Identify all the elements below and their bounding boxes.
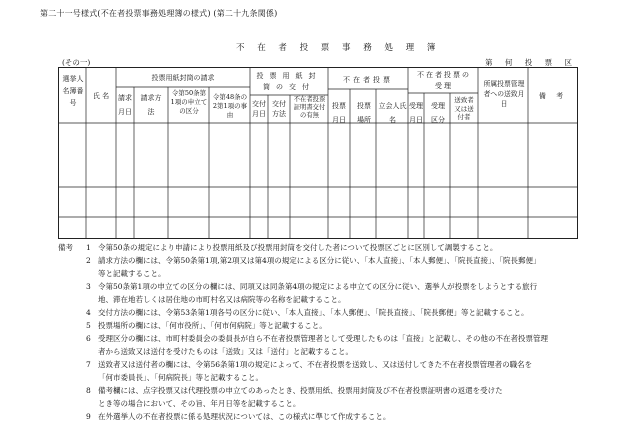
col-receipt-date: 受理月日 xyxy=(409,102,423,124)
col-delivery-method: 交付方法 xyxy=(272,100,286,118)
col-request-date: 請求月日 xyxy=(118,94,132,116)
document-title: 不 在 者 投 票 事 務 処 理 簿 xyxy=(236,43,441,53)
note-number: 1 xyxy=(86,243,91,252)
note-number: 7 xyxy=(86,360,91,369)
col-vote-place: 投票場所 xyxy=(357,102,371,124)
col-certificate-issued: 不在者投票証明書交付の有無 xyxy=(293,96,326,119)
group-ballot-request: 投票用紙封筒の請求 xyxy=(151,74,215,82)
col-request-method: 請求方法 xyxy=(140,94,162,116)
note-text: 請求方法の欄には、令第50条第1項,第2項又は第4項の規定による区分に従い、「本人直接」、「本人郵便」、「院長直接」、「院長郵便」 xyxy=(98,256,541,265)
note-text: 交付方法の欄には、令第53条第1項各号の区分に従い、「本人直接」、「本人郵便」、「院長直接」、「院長郵便」等と記載すること。 xyxy=(98,308,529,317)
note-number: 9 xyxy=(86,412,91,421)
col-name: 氏 名 xyxy=(92,92,110,100)
note-text: 在外選挙人の不在者投票に係る処理状況については、この様式に準じて作成すること。 xyxy=(98,412,391,421)
note-text: 備考欄には、点字投票又は代理投票の申立てのあったとき、投票用紙、投票用封筒及び不在者投票証明書の返還を受けた xyxy=(98,386,503,395)
note-number: 6 xyxy=(86,334,91,343)
note-text: 投票場所の欄には、「何市役所」、「何市何病院」等と記載すること。 xyxy=(98,321,327,330)
note-number: 5 xyxy=(86,321,91,330)
form-title: 第二十一号様式(不在者投票事務処理簿の様式) (第二十九条関係) xyxy=(40,9,278,18)
district-label: 第 何 投 票 区 xyxy=(485,58,578,67)
col-remarks: 備 考 xyxy=(538,92,568,100)
record-table xyxy=(58,67,578,239)
note-text: 令第50条の規定により申請により投票用紙及び投票用封筒を交付した者について投票区ごとに区別して調製すること。 xyxy=(98,243,498,252)
note-text-continued: 「何市委員長」、「何病院長」等と記載すること。 xyxy=(98,373,263,382)
note-number: 8 xyxy=(86,386,91,395)
note-number: 3 xyxy=(86,282,91,291)
note-text: 受理区分の欄には、市町村委員会の委員長が自ら不在者投票管理者として受理したものは「直接」と記載し、その他の不在者投票管理 xyxy=(98,334,548,343)
note-text-continued: 等と記載すること。 xyxy=(98,269,166,278)
part-label: (その一) xyxy=(62,58,91,67)
note-number: 4 xyxy=(86,308,91,317)
col-send-date: 所属投票管理者への送致月日 xyxy=(483,80,525,108)
note-text: 送致者又は送付者の欄には、令第56条第1項の規定によって、不在者投票を送致し、又は送付してきた不在者投票管理者の職名を xyxy=(98,360,533,369)
group-absentee-vote: 不在者投票 xyxy=(343,76,393,84)
col-art48-reason: 令第48条の2第1項の事由 xyxy=(212,93,248,119)
note-text-continued: 地、滞在地若しくは居住地の市町村名又は病院等の名称を記載すること。 xyxy=(98,295,346,304)
note-number: 2 xyxy=(86,256,91,265)
col-art50-category: 令第50条第1項の申立ての区分 xyxy=(170,89,208,115)
note-text-continued: 者から送致又は送付を受けたものは「送致」又は「送付」と記載すること。 xyxy=(98,347,353,356)
col-witness-name: 立会人氏名 xyxy=(378,102,407,124)
note-text-continued: とき等の場合において、その旨、年月日等を記載すること。 xyxy=(98,399,301,408)
col-vote-date: 投票月日 xyxy=(332,102,346,124)
notes-lead: 備考 xyxy=(58,243,73,252)
group-vote-receipt: 不在者投票の受理 xyxy=(417,71,471,90)
col-delivery-date: 交付月日 xyxy=(252,100,266,118)
group-ballot-delivery: 投票用紙封筒の交付 xyxy=(256,72,322,91)
col-voter-number: 選挙人名簿番号 xyxy=(62,75,84,107)
col-receipt-category: 受理区分 xyxy=(431,102,445,124)
note-text: 令第50条第1項の申立ての区分の欄には、同項又は同条第4項の規定による申立ての区分に従い、選挙人が投票をしようとする旅行 xyxy=(98,282,538,291)
col-sender: 送致者又は送付者 xyxy=(454,96,474,121)
